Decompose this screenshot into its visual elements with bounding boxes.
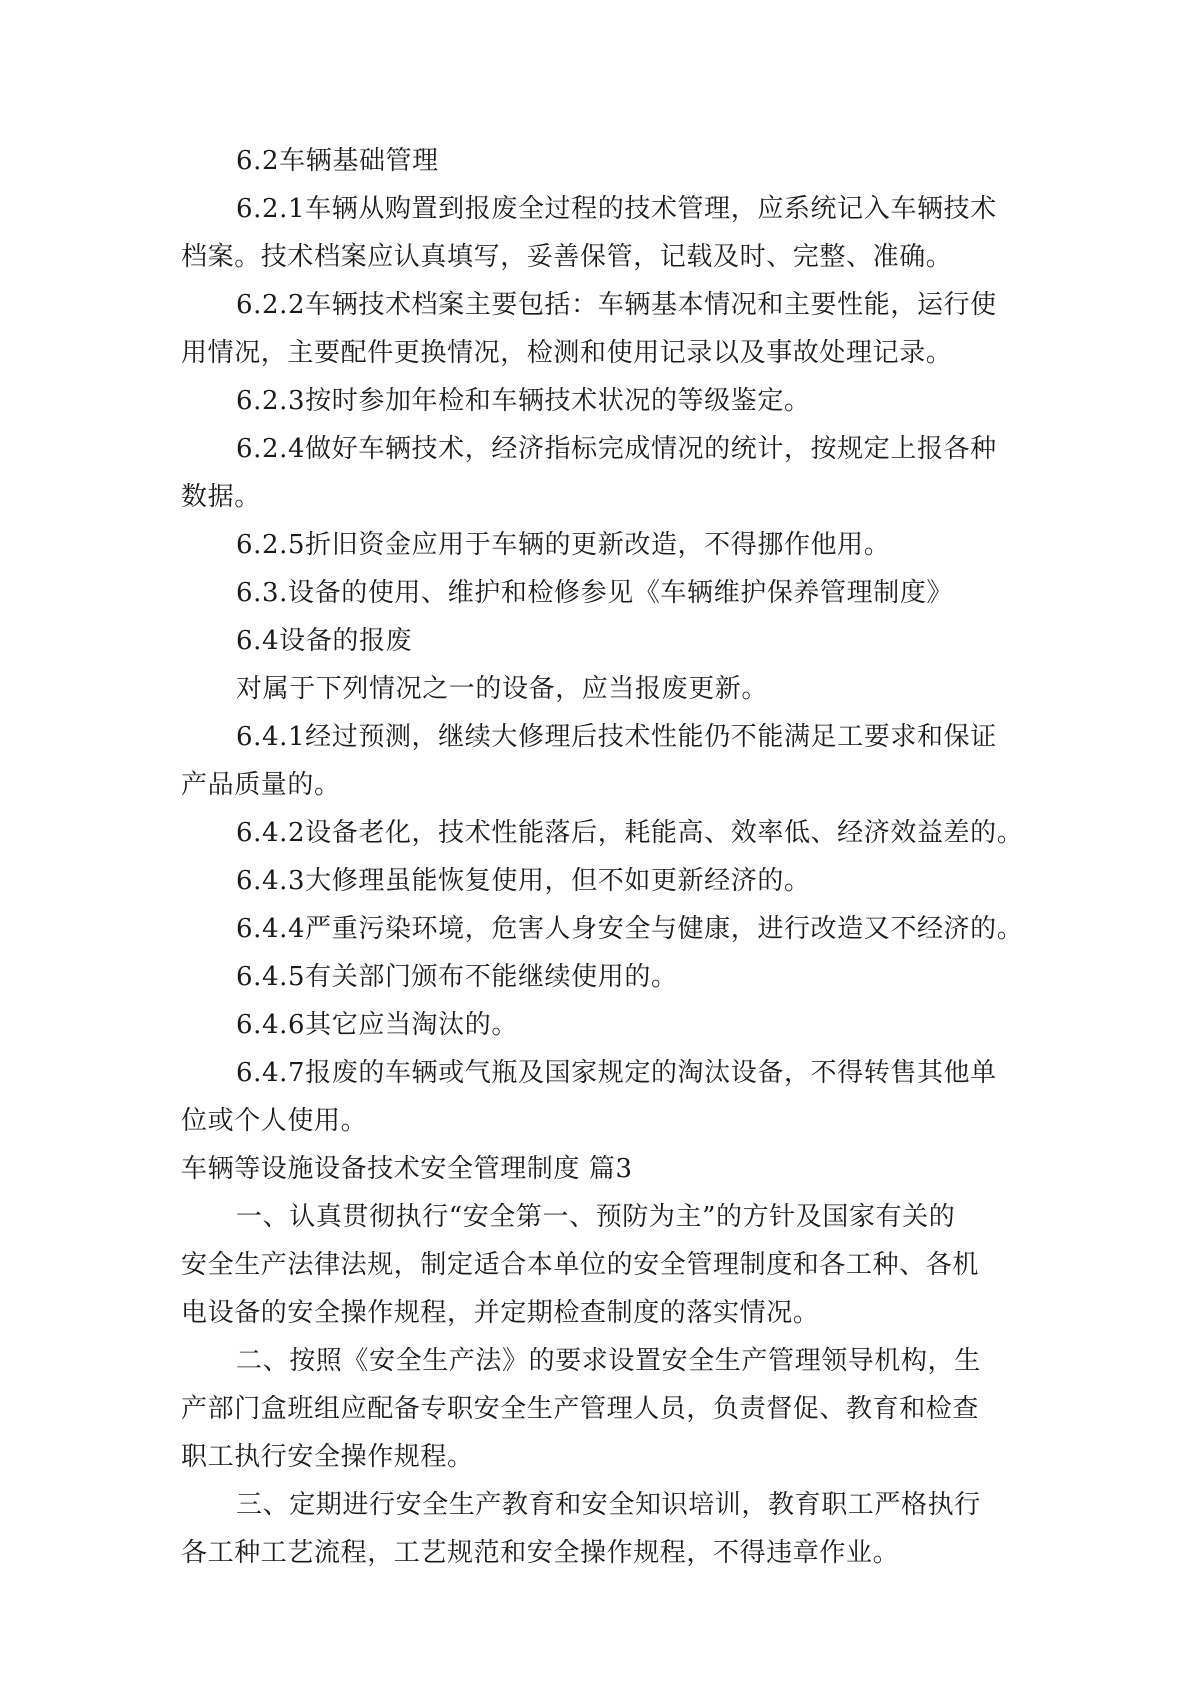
paragraph-line: 对属于下列情况之一的设备，应当报废更新。 — [236, 674, 769, 704]
section-heading-6-2: 6.2车辆基础管理 — [236, 146, 439, 176]
paragraph-line: 6.4.1经过预测，继续大修理后技术性能仍不能满足工要求和保证 — [236, 722, 997, 752]
paragraph-line: 二、按照《安全生产法》的要求设置安全生产管理领导机构，生 — [236, 1346, 981, 1376]
article-title: 车辆等设施设备技术安全管理制度 篇3 — [181, 1154, 633, 1184]
paragraph-line: 6.2.1车辆从购置到报废全过程的技术管理，应系统记入车辆技术 — [236, 194, 997, 224]
paragraph-line: 电设备的安全操作规程，并定期检查制度的落实情况。 — [181, 1298, 820, 1328]
paragraph-line: 档案。技术档案应认真填写，妥善保管，记载及时、完整、准确。 — [181, 242, 953, 272]
paragraph-line: 6.4.4严重污染环境，危害人身安全与健康，进行改造又不经济的。 — [236, 914, 1024, 944]
section-heading-6-4: 6.4设备的报废 — [236, 626, 413, 656]
paragraph-line: 6.4.5有关部门颁布不能继续使用的。 — [236, 962, 678, 992]
paragraph-line: 6.4.2设备老化，技术性能落后，耗能高、效率低、经济效益差的。 — [236, 818, 1024, 848]
paragraph-line: 6.4.3大修理虽能恢复使用，但不如更新经济的。 — [236, 866, 811, 896]
paragraph-line: 数据。 — [181, 482, 261, 512]
paragraph-line: 各工种工艺流程，工艺规范和安全操作规程，不得违章作业。 — [181, 1538, 900, 1568]
paragraph-line: 产部门盒班组应配备专职安全生产管理人员，负责督促、教育和检查 — [181, 1394, 980, 1424]
paragraph-line: 位或个人使用。 — [181, 1106, 368, 1136]
paragraph-line: 6.2.5折旧资金应用于车辆的更新改造，不得挪作他用。 — [236, 530, 891, 560]
paragraph-line: 6.2.3按时参加年检和车辆技术状况的等级鉴定。 — [236, 386, 811, 416]
paragraph-line: 6.4.7报废的车辆或气瓶及国家规定的淘汰设备，不得转售其他单 — [236, 1058, 997, 1088]
paragraph-line: 6.2.2车辆技术档案主要包括：车辆基本情况和主要性能，运行使 — [236, 290, 997, 320]
paragraph-line: 三、定期进行安全生产教育和安全知识培训，教育职工严格执行 — [236, 1490, 981, 1520]
paragraph-line: 用情况，主要配件更换情况，检测和使用记录以及事故处理记录。 — [181, 338, 953, 368]
paragraph-line: 6.2.4做好车辆技术，经济指标完成情况的统计，按规定上报各种 — [236, 434, 997, 464]
paragraph-line: 安全生产法律法规，制定适合本单位的安全管理制度和各工种、各机 — [181, 1250, 980, 1280]
paragraph-line: 产品质量的。 — [181, 770, 341, 800]
paragraph-line: 职工执行安全操作规程。 — [181, 1442, 474, 1472]
paragraph-line: 6.4.6其它应当淘汰的。 — [236, 1010, 518, 1040]
paragraph-line: 6.3.设备的使用、维护和检修参见《车辆维护保养管理制度》 — [236, 578, 954, 608]
paragraph-line: 一、认真贯彻执行“安全第一、预防为主”的方针及国家有关的 — [236, 1202, 956, 1232]
